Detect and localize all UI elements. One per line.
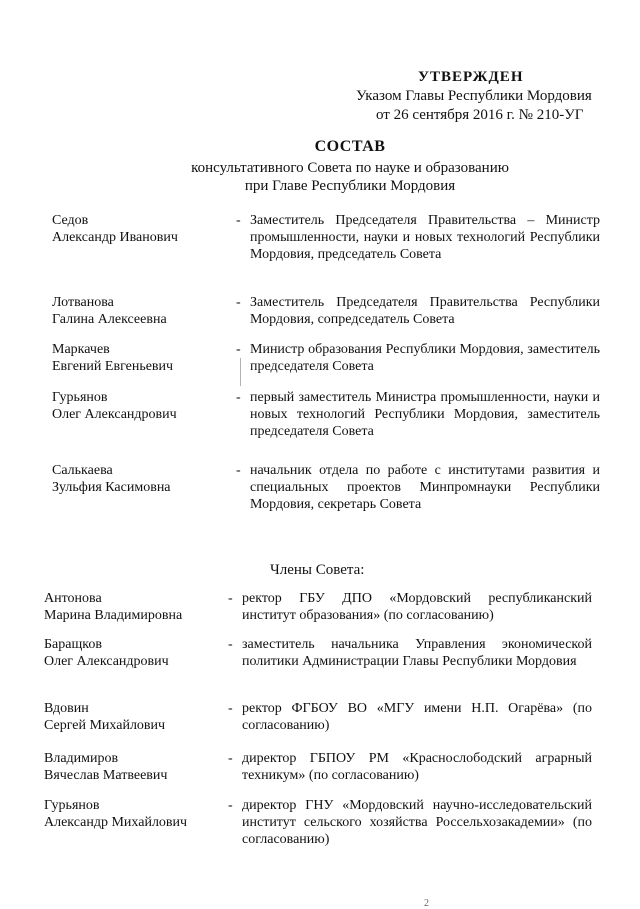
person-given-name: Галина Алексеевна	[52, 312, 167, 327]
person-role: Заместитель Председателя Правительства Республики Мордовия, сопредседатель Совета	[250, 295, 600, 327]
person-name	[44, 797, 224, 831]
person-given-name: Олег Александрович	[52, 407, 177, 422]
dash-separator: -	[236, 213, 241, 228]
person-given-name: Марина Владимировна	[44, 608, 183, 623]
dash-separator: -	[236, 390, 241, 405]
person-name	[44, 700, 224, 734]
members-heading: Члены Совета:	[270, 562, 365, 578]
person-surname: Маркачев	[52, 342, 110, 357]
dash-separator: -	[236, 463, 241, 478]
person-surname: Баращков	[44, 637, 102, 652]
person-surname: Владимиров	[44, 751, 119, 766]
document-subtitle-1: консультативного Совета по науке и образованию	[191, 160, 509, 176]
person-surname: Антонова	[44, 591, 102, 606]
person-surname: Гурьянов	[44, 798, 100, 813]
dash-separator: -	[228, 701, 233, 716]
approval-line-1: Указом Главы Республики Мордовия	[356, 88, 592, 104]
person-role: первый заместитель Министра промышленности, науки и новых технологий Республики Мордовия, заместитель председателя Совета	[250, 390, 600, 439]
person-given-name: Вячеслав Матвеевич	[44, 768, 168, 783]
person-name	[44, 750, 224, 784]
dash-separator: -	[236, 295, 241, 310]
person-surname: Лотванова	[52, 295, 114, 310]
page-number: 2	[424, 898, 429, 909]
dash-separator: -	[228, 591, 233, 606]
person-surname: Салькаева	[52, 463, 113, 478]
dash-separator: -	[236, 342, 241, 357]
person-role: начальник отдела по работе с институтами развития и специальных проектов Минпромнауки Республики Мордовия, секретарь Совета	[250, 463, 600, 512]
person-name	[52, 212, 232, 246]
person-given-name: Зульфия Касимовна	[52, 480, 171, 495]
person-given-name: Олег Александрович	[44, 654, 169, 669]
person-role: Заместитель Председателя Правительства – Министр промышленности, науки и новых технологий Республики Мордовия, председатель Совета	[250, 213, 600, 262]
approval-line-2: от 26 сентября 2016 г. № 210-УГ	[376, 107, 584, 123]
person-name	[44, 590, 224, 624]
document-subtitle-2: при Главе Республики Мордовия	[244, 178, 456, 194]
person-surname: Гурьянов	[52, 390, 108, 405]
person-given-name: Александр Михайлович	[44, 815, 188, 830]
dash-separator: -	[228, 751, 233, 766]
scan-mark	[240, 358, 241, 386]
person-role: Министр образования Республики Мордовия, заместитель председателя Совета	[250, 342, 600, 374]
person-role: заместитель начальника Управления экономической политики Администрации Главы Республики Мордовия	[242, 637, 592, 669]
dash-separator: -	[228, 798, 233, 813]
person-role: ректор ФГБОУ ВО «МГУ имени Н.П. Огарёва» (по согласованию)	[242, 701, 592, 733]
person-name	[52, 294, 232, 328]
dash-separator: -	[228, 637, 233, 652]
person-given-name: Сергей Михайлович	[44, 718, 166, 733]
person-given-name: Александр Иванович	[52, 230, 178, 245]
person-name	[52, 341, 232, 375]
document-heading	[160, 138, 540, 195]
document-title: СОСТАВ	[314, 138, 386, 155]
approval-title: УТВЕРЖДЕН	[418, 69, 524, 85]
person-role: директор ГНУ «Мордовский научно-исследовательский институт сельского хозяйства Россельхозакадемии» (по согласованию)	[242, 798, 592, 847]
person-name	[52, 389, 232, 423]
person-role: ректор ГБУ ДПО «Мордовский республиканский институт образования» (по согласованию)	[242, 591, 592, 623]
person-given-name: Евгений Евгеньевич	[52, 359, 174, 374]
person-name	[44, 636, 224, 670]
person-role: директор ГБПОУ РМ «Краснослободский аграрный техникум» (по согласованию)	[242, 751, 592, 783]
approval-stamp	[340, 68, 610, 125]
person-name	[52, 462, 232, 496]
person-surname: Седов	[52, 213, 89, 228]
person-surname: Вдовин	[44, 701, 89, 716]
